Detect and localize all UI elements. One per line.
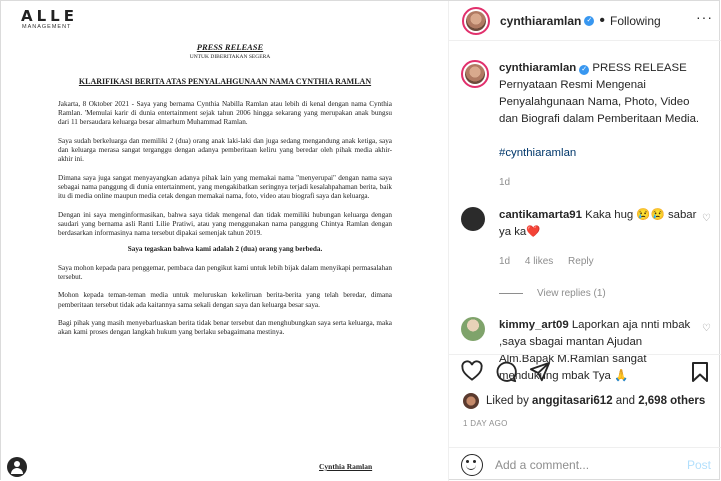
following-button[interactable]: Following [609, 13, 661, 28]
tagged-user-icon[interactable] [7, 457, 27, 477]
add-comment-bar [449, 447, 721, 481]
comment-like-icon[interactable]: ♡ [702, 213, 711, 224]
comment-meta [499, 253, 699, 270]
emoji-icon[interactable] [461, 454, 483, 476]
view-replies-label: View replies (1) [537, 288, 606, 299]
paragraph: Saya mohon kepada para penggemar, pembaca dan pengikut kami untuk lebih bijak dalam menyikapi permasalahan tersebut. [58, 263, 392, 282]
paragraph: Bagi pihak yang masih menyebarluaskan berita tidak benar tersebut dan menghubungkan saya serta keluarga, maka akan kami proses dengan langkah hukum yang berlaku sebagaimana mestinya. [58, 318, 392, 337]
comment-body: Kaka hug 😢😢 sabar ya ka❤️ [499, 209, 697, 238]
comment-icon[interactable] [495, 361, 517, 388]
commenter-avatar[interactable] [461, 317, 485, 341]
caption-username[interactable]: cynthiaramlan [499, 62, 577, 74]
view-replies-button[interactable] [499, 288, 721, 299]
comment-text [499, 207, 699, 270]
post-side-panel [449, 1, 721, 481]
likes-count[interactable]: 2,698 others [638, 395, 706, 407]
replies-divider [499, 293, 523, 294]
paragraph-emphasis: Saya tegaskan bahwa kami adalah 2 (dua) orang yang berbeda. [127, 245, 323, 254]
comments-list[interactable] [449, 42, 721, 382]
signature: Cynthia Ramlan [319, 462, 373, 471]
liker-username[interactable]: anggitasari612 [532, 395, 613, 407]
separator-dot: • [599, 11, 605, 29]
comment-time[interactable]: 1d [499, 256, 511, 267]
post-header [449, 1, 721, 41]
press-release-body [58, 43, 392, 347]
likes-summary [463, 393, 705, 409]
author-username[interactable]: cynthiaramlan [500, 13, 582, 28]
reply-button[interactable]: Reply [568, 256, 594, 267]
paragraph: Saya sudah berkeluarga dan memiliki 2 (dua) orang anak laki-laki dan juga sedang mengandung anak ketiga, saya dan keluarga merasa sangat terganggu dengan adanya pemberitaan keliru yang beredar oleh pihak media akhir-akhir ini. [58, 136, 392, 164]
heart-icon[interactable] [461, 361, 483, 386]
comment-body: Laporkan aja nnti mbak ,saya sbagai mantan Ajudan Alm.Bapak M.Ramlan sangat mendukung mbak Tya 🙏 [499, 319, 691, 382]
press-release-title: PRESS RELEASE [196, 42, 264, 52]
alle-logo: ALLE [21, 7, 78, 25]
hashtag-link[interactable]: #cynthiaramlan [499, 147, 577, 159]
action-bar [449, 354, 721, 388]
likes-and: and [615, 395, 635, 407]
likes-prefix: Liked by [486, 395, 529, 407]
paragraph: Dimana saya juga sangat menyayangkan adanya pihak lain yang memakai nama "menyerupai" dengan nama saya sebagai nama panggung di dunia entertainment, yang mengakibatkan seringnya terjadi kesalahpahaman berita, baik itu di media online maupun media cetak dengan memakai nama, foto, video atau biografi saya dan keluarga. [58, 173, 392, 201]
comment-likes[interactable]: 4 likes [524, 256, 554, 267]
caption-time[interactable]: 1d [499, 177, 511, 188]
post-caption [449, 42, 721, 191]
caption-text [499, 60, 709, 191]
liker-avatar[interactable] [463, 393, 479, 409]
post-image[interactable] [1, 1, 449, 481]
post-timestamp[interactable]: 1 DAY AGO [463, 419, 508, 428]
alle-logo-subtitle: MANAGEMENT [22, 24, 72, 30]
bookmark-icon[interactable] [691, 361, 709, 388]
verified-icon: ✓ [579, 65, 589, 75]
verified-icon: ✓ [584, 16, 594, 26]
paragraph: Dengan ini saya menginformasikan, bahwa saya tidak mengenal dan tidak memiliki hubungan keluarga dengan saudari yang bernama asli Ranti Lilie Pratiwi, atau yang menggunakan nama panggung Chintya Ramlan dengan berdasarkan informasinya nama tersebut dipakai semenjak tahun 2019. [58, 210, 392, 238]
paragraph: Jakarta, 8 Oktober 2021 - Saya yang bernama Cynthia Nabilla Ramlan atau lebih di kenal dengan nama Cynthia Ramlan. 'Memulai karir di dunia entertainment sejak tahun 2006 hingga sekarang yang merupakan anak bungsu dari 11 bersaudara keluarga besar almarhum Muhammad Ramlan. [58, 99, 392, 127]
caption-body: PRESS RELEASE Pernyataan Resmi Mengenai Penyalahgunaan Nama, Photo, Video dan Biografi dalam Pemberitaan Media. [499, 62, 700, 125]
comment-like-icon[interactable]: ♡ [702, 323, 711, 334]
paragraph: Mohon kepada teman-teman media untuk meluruskan kekeliruan berita-berita yang telah beredar, dimana pemberitaan tersebut tidak ada kaitannya sama sekali dengan saya dan keluarga besar saya. [58, 291, 392, 309]
post-button[interactable]: Post [686, 457, 711, 472]
author-avatar[interactable] [462, 7, 490, 35]
share-icon[interactable] [529, 361, 551, 388]
press-release-heading: KLARIFIKASI BERITA ATAS PENYALAHGUNAAN NAMA CYNTHIA RAMLAN [78, 76, 372, 86]
press-release-subtitle: UNTUK DIBERITAKAN SEGERA [189, 54, 271, 61]
more-options-icon[interactable]: ··· [696, 9, 713, 25]
comment-username[interactable]: cantikamarta91 [499, 209, 582, 221]
comment-input[interactable] [495, 458, 665, 472]
comment-username[interactable]: kimmy_art09 [499, 319, 569, 331]
commenter-avatar[interactable] [461, 207, 485, 231]
comment-item [449, 207, 721, 270]
caption-avatar[interactable] [461, 60, 489, 88]
